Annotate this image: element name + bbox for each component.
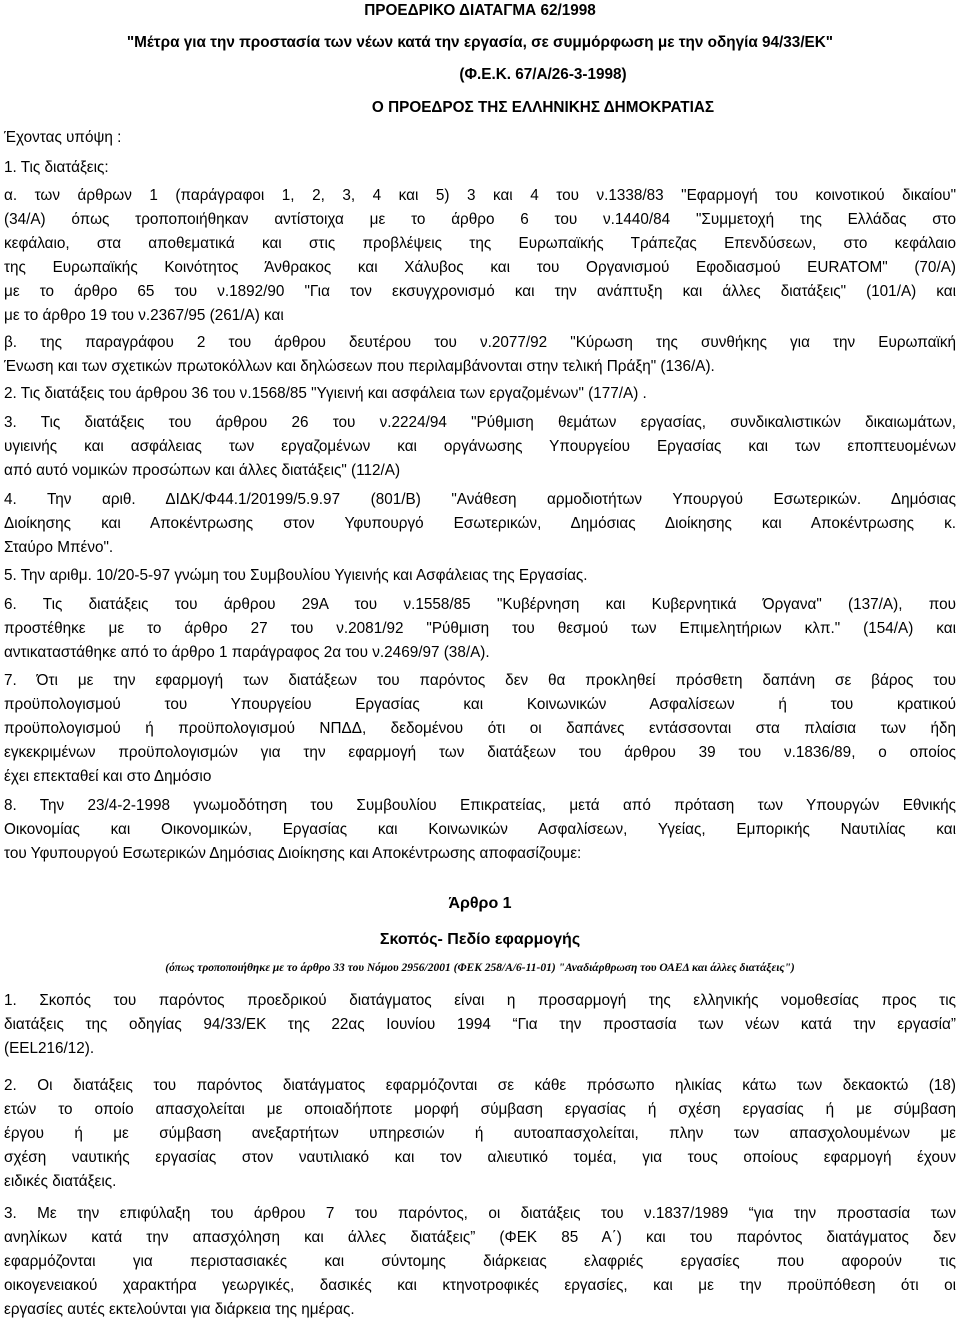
decree-title: ΠΡΟΕΔΡΙΚΟ ΔΙΑΤΑΓΜΑ 62/1998	[364, 2, 596, 19]
provisions-label: 1. Τις διατάξεις:	[4, 159, 109, 176]
item-a-line: α. των άρθρων 1 (παράγραφοι 1, 2, 3, 4 και 5) 3 και 4 του ν.1338/83 "Εφαρμογή του κοινοτικού δικαίου"	[4, 187, 956, 204]
item-7-line: προϋπολογισμού του Υπουργείου Εργασίας και Κοινωνικών Ασφαλίσεων ή του κρατικού	[4, 696, 956, 713]
item-5-line: 5. Την αριθμ. 10/20-5-97 γνώμη του Συμβουλίου Υγιεινής και Ασφάλειας της Εργασίας.	[4, 567, 588, 584]
item-7-line: 7. Ότι με την εφαρμογή των διατάξεων του παρόντος δεν θα προκληθεί πρόσθετη δαπάνη σε βάρος του	[4, 672, 956, 689]
item-8-line: του Υφυπουργού Εσωτερικών Δημόσιας Διοίκησης και Αποκέντρωσης αποφασίζουμε:	[4, 845, 582, 862]
para2-line: ειδικές διατάξεις.	[4, 1173, 117, 1190]
para1-line: 1. Σκοπός του παρόντος προεδρικού διατάγματος είναι η προσαρμογή της ελληνικής νομοθεσίας προς τις	[4, 992, 956, 1009]
para3-line: εφαρμόζονται για περιστασιακές και σύντομης διάρκειας ελαφριές εργασίες που αφορούν τις	[4, 1253, 956, 1270]
item-3-line: από αυτό νομικών προσώπων και άλλες διατάξεις" (112/Α)	[4, 462, 401, 479]
having-regard: Έχοντας υπόψη :	[4, 129, 122, 146]
para3-line: ανηλίκων κατά την απασχόληση και άλλες διατάξεις” (ΦΕΚ 85 Α΄) και του παρόντος διατάγματος δεν	[4, 1229, 956, 1246]
item-2-line: 2. Τις διατάξεις του άρθρου 36 του ν.1568/85 "Υγιεινή και ασφάλεια των εργαζομένων" (177/Α) .	[4, 385, 647, 402]
item-7-line: εγκεκριμένων προϋπολογισμών για την εφαρμογή των διατάξεων του άρθρου 39 του ν.1836/89, ο οποίος	[4, 744, 956, 761]
item-6-line: αντικαταστάθηκε από το άρθρο 1 παράγραφος 2α του ν.2469/97 (38/Α).	[4, 644, 490, 661]
item-3-line: 3. Τις διατάξεις του άρθρου 26 του ν.2224/94 "Ρύθμιση θεμάτων εργασίας, συνδικαλιστικών δικαιωμάτων,	[4, 414, 956, 431]
para2-line: έργου ή με σύμβαση ανεξαρτήτων υπηρεσιών ή αυτοαπασχολείται, πλην των απασχολουμένων με	[4, 1125, 956, 1142]
president-heading: Ο ΠΡΟΕΔΡΟΣ ΤΗΣ ΕΛΛΗΝΙΚΗΣ ΔΗΜΟΚΡΑΤΙΑΣ	[371, 99, 715, 116]
para1-line: (EEL216/12).	[4, 1040, 95, 1057]
para2-line: ετών το οποίο απασχολείται με οποιαδήποτε μορφή σύμβαση εργασίας ή σχέση εργασίας ή με σύμβαση	[4, 1101, 956, 1118]
amendment-note: (όπως τροποποιήθηκε με το άρθρο 33 του Νόμου 2956/2001 (ΦΕΚ 258/Α/6-11-01) "Αναδιάρθρωση του ΟΑΕΔ και άλλες διατάξεις")	[165, 962, 795, 974]
item-4-line: Σταύρο Μπένο".	[4, 539, 114, 556]
article-title: Άρθρο 1	[448, 895, 512, 912]
item-4-line: 4. Την αριθ. ΔΙΔΚ/Φ44.1/20199/5.9.97 (801/Β) "Ανάθεση αρμοδιοτήτων Υπουργού Εσωτερικών. Δημόσιας	[4, 491, 956, 508]
item-4-line: Διοίκησης και Αποκέντρωσης στον Υφυπουργό Εσωτερικών, Δημόσιας Διοίκησης και Αποκέντρωσης κ.	[4, 515, 956, 532]
para3-line: εργασίες αυτές εκτελούνται για διάρκεια της ημέρας.	[4, 1301, 355, 1318]
para2-line: 2. Οι διατάξεις του παρόντος διατάγματος εφαρμόζονται σε κάθε πρόσωπο ηλικίας κάτω των δεκαοκτώ (18)	[4, 1077, 956, 1094]
item-b-line: β. της παραγράφου 2 του άρθρου δευτέρου του ν.2077/92 "Κύρωση της συνθήκης για την Ευρωπαϊκή	[4, 334, 956, 351]
item-b-line: Ένωση και των σχετικών πρωτοκόλλων και δηλώσεων που περιλαμβάνονται στην τελική Πράξη" (136/Α).	[4, 358, 715, 375]
item-8-line: Οικονομίας και Οικονομικών, Εργασίας και Κοινωνικών Ασφαλίσεων, Υγείας, Εμπορικής Ναυτιλίας και	[4, 821, 956, 838]
para1-line: διατάξεις της οδηγίας 94/33/ΕΚ της 22ας Ιουνίου 1994 “Για την προστασία των νέων κατά την εργασία”	[4, 1016, 956, 1033]
item-a-line: (34/Α) όπως τροποποιήθηκαν αντίστοιχα με το άρθρο 6 του ν.1440/84 "Συμμετοχή της Ελλάδας στο	[4, 211, 956, 228]
item-6-line: προστέθηκε με το άρθρο 27 του ν.2081/92 "Ρύθμιση του θεσμού των Επιμελητήριων κλπ." (154/Α) και	[4, 620, 956, 637]
item-3-line: υγιεινής και ασφάλειας των εργαζομένων και οργάνωσης Υπουργείου Εργασίας και των εποπτευομένων	[4, 438, 956, 455]
decree-subtitle: "Μέτρα για την προστασία των νέων κατά την εργασία, σε συμμόρφωση με την οδηγία 94/33/ΕΚ"	[126, 34, 834, 51]
item-7-line: έχει επεκταθεί και στο Δημόσιο	[4, 768, 212, 785]
item-a-line: με το άρθρο 19 του ν.2367/95 (261/Α) και	[4, 307, 284, 324]
item-8-line: 8. Την 23/4-2-1998 γνωμοδότηση του Συμβουλίου Επικρατείας, μετά από πρόταση των Υπουργών Εθνικής	[4, 797, 956, 814]
item-a-line: κεφάλαιο, στα αποθεματικά και στις προβλέψεις της Ευρωπαϊκής Τράπεζας Επενδύσεων, στο κεφάλαιο	[4, 235, 956, 252]
item-6-line: 6. Τις διατάξεις του άρθρου 29Α του ν.1558/85 "Κυβέρνηση και Κυβερνητικά Όργανα" (137/Α), που	[4, 596, 956, 613]
article-heading: Σκοπός- Πεδίο εφαρμογής	[379, 931, 581, 948]
para2-line: σχέση ναυτικής εργασίας στον ναυτιλιακό και τον αλιευτικό τομέα, για τους οποίους εφαρμογή έχουν	[4, 1149, 956, 1166]
item-a-line: της Ευρωπαϊκής Κοινότητος Άνθρακος και Χάλυβος και του Οργανισμού Εφοδιασμού EURATOM" (70/Α)	[4, 259, 956, 276]
gazette-reference: (Φ.Ε.Κ. 67/Α/26-3-1998)	[459, 66, 627, 83]
item-7-line: προϋπολογισμού ή προϋπολογισμού ΝΠΔΔ, δεδομένου ότι οι δαπάνες εντάσσονται στα πλαίσια των ήδη	[4, 720, 956, 737]
item-a-line: με το άρθρο 65 του ν.1892/90 "Για τον εκσυγχρονισμό και την ανάπτυξη και άλλες διατάξεις" (101/Α) και	[4, 283, 956, 300]
para3-line: οικογενειακού χαρακτήρα γεωργικές, δασικές και κτηνοτροφικές εργασίες, και με την προϋπόθεση ότι οι	[4, 1277, 956, 1294]
para3-line: 3. Με την επιφύλαξη του άρθρου 7 του παρόντος, οι διατάξεις του ν.1837/1989 “για την προστασία των	[4, 1205, 956, 1222]
